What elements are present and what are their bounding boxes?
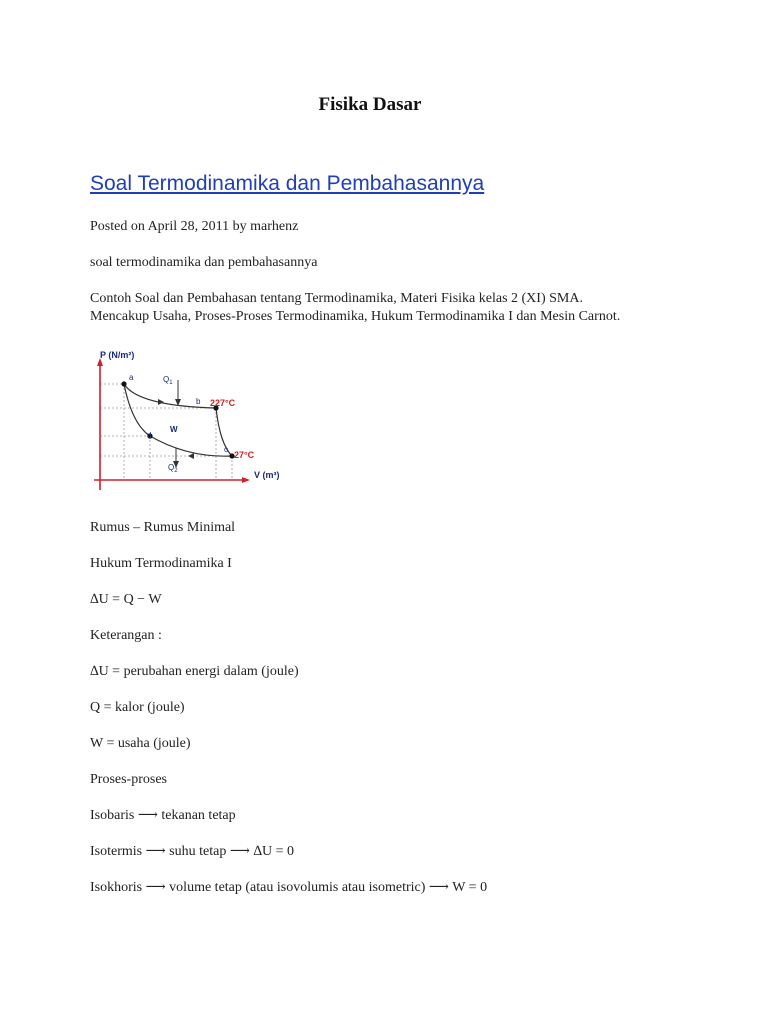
carnot-pv-diagram <box>88 344 294 494</box>
isotherm-ab <box>124 384 216 408</box>
definition-q: Q = kalor (joule) <box>90 700 185 715</box>
processes-heading: Proses-proses <box>90 772 167 787</box>
definition-du: ∆U = perubahan energi dalam (joule) <box>90 664 299 679</box>
rumus-heading: Rumus – Rumus Minimal <box>90 520 236 535</box>
adiabat-da <box>124 384 150 436</box>
t-high-label: 227°C <box>210 398 236 408</box>
definition-w: W = usaha (joule) <box>90 736 191 751</box>
site-title: Fisika Dasar <box>318 94 422 115</box>
y-axis-label: P (N/m²) <box>100 350 135 360</box>
process-isothermal: Isotermis ⟶ suhu tetap ⟶ ∆U = 0 <box>90 844 294 859</box>
process-isobaric: Isobaris ⟶ tekanan tetap <box>90 808 236 823</box>
arrow-ab <box>158 399 164 405</box>
q1-label: $Q_1$ <box>163 375 173 386</box>
point-a-dot <box>121 381 126 386</box>
point-a-label: a <box>129 373 134 382</box>
isotherm-cd <box>150 436 232 456</box>
keterangan-label: Keterangan : <box>90 628 162 643</box>
post-title-link[interactable]: Soal Termodinamika dan Pembahasannya <box>90 172 485 195</box>
intro-line-1: Contoh Soal dan Pembahasan tentang Termodinamika, Materi Fisika kelas 2 (XI) SMA. <box>90 291 583 306</box>
post-subtitle: soal termodinamika dan pembahasannya <box>90 255 318 270</box>
intro-line-2: Mencakup Usaha, Proses-Proses Termodinamika, Hukum Termodinamika I dan Mesin Carnot. <box>90 309 621 324</box>
q2-label: $Q_2$ <box>168 463 178 474</box>
x-axis-label: V (m³) <box>254 470 280 480</box>
v-axis-arrow <box>242 477 250 483</box>
point-c-label: c <box>224 445 228 454</box>
post-meta: Posted on April 28, 2011 by marhenz <box>90 219 299 234</box>
post-title <box>90 172 484 196</box>
point-d-label: d <box>147 431 152 440</box>
work-label: W <box>170 425 178 434</box>
point-b-label: b <box>196 397 201 406</box>
law-heading: Hukum Termodinamika I <box>90 556 232 571</box>
process-isochoric: Isokhoris ⟶ volume tetap (atau isovolumis atau isometric) ⟶ W = 0 <box>90 880 488 895</box>
arrow-cd <box>188 453 194 459</box>
t-low-label: 27°C <box>234 450 255 460</box>
law-equation: ∆U = Q − W <box>90 592 162 607</box>
